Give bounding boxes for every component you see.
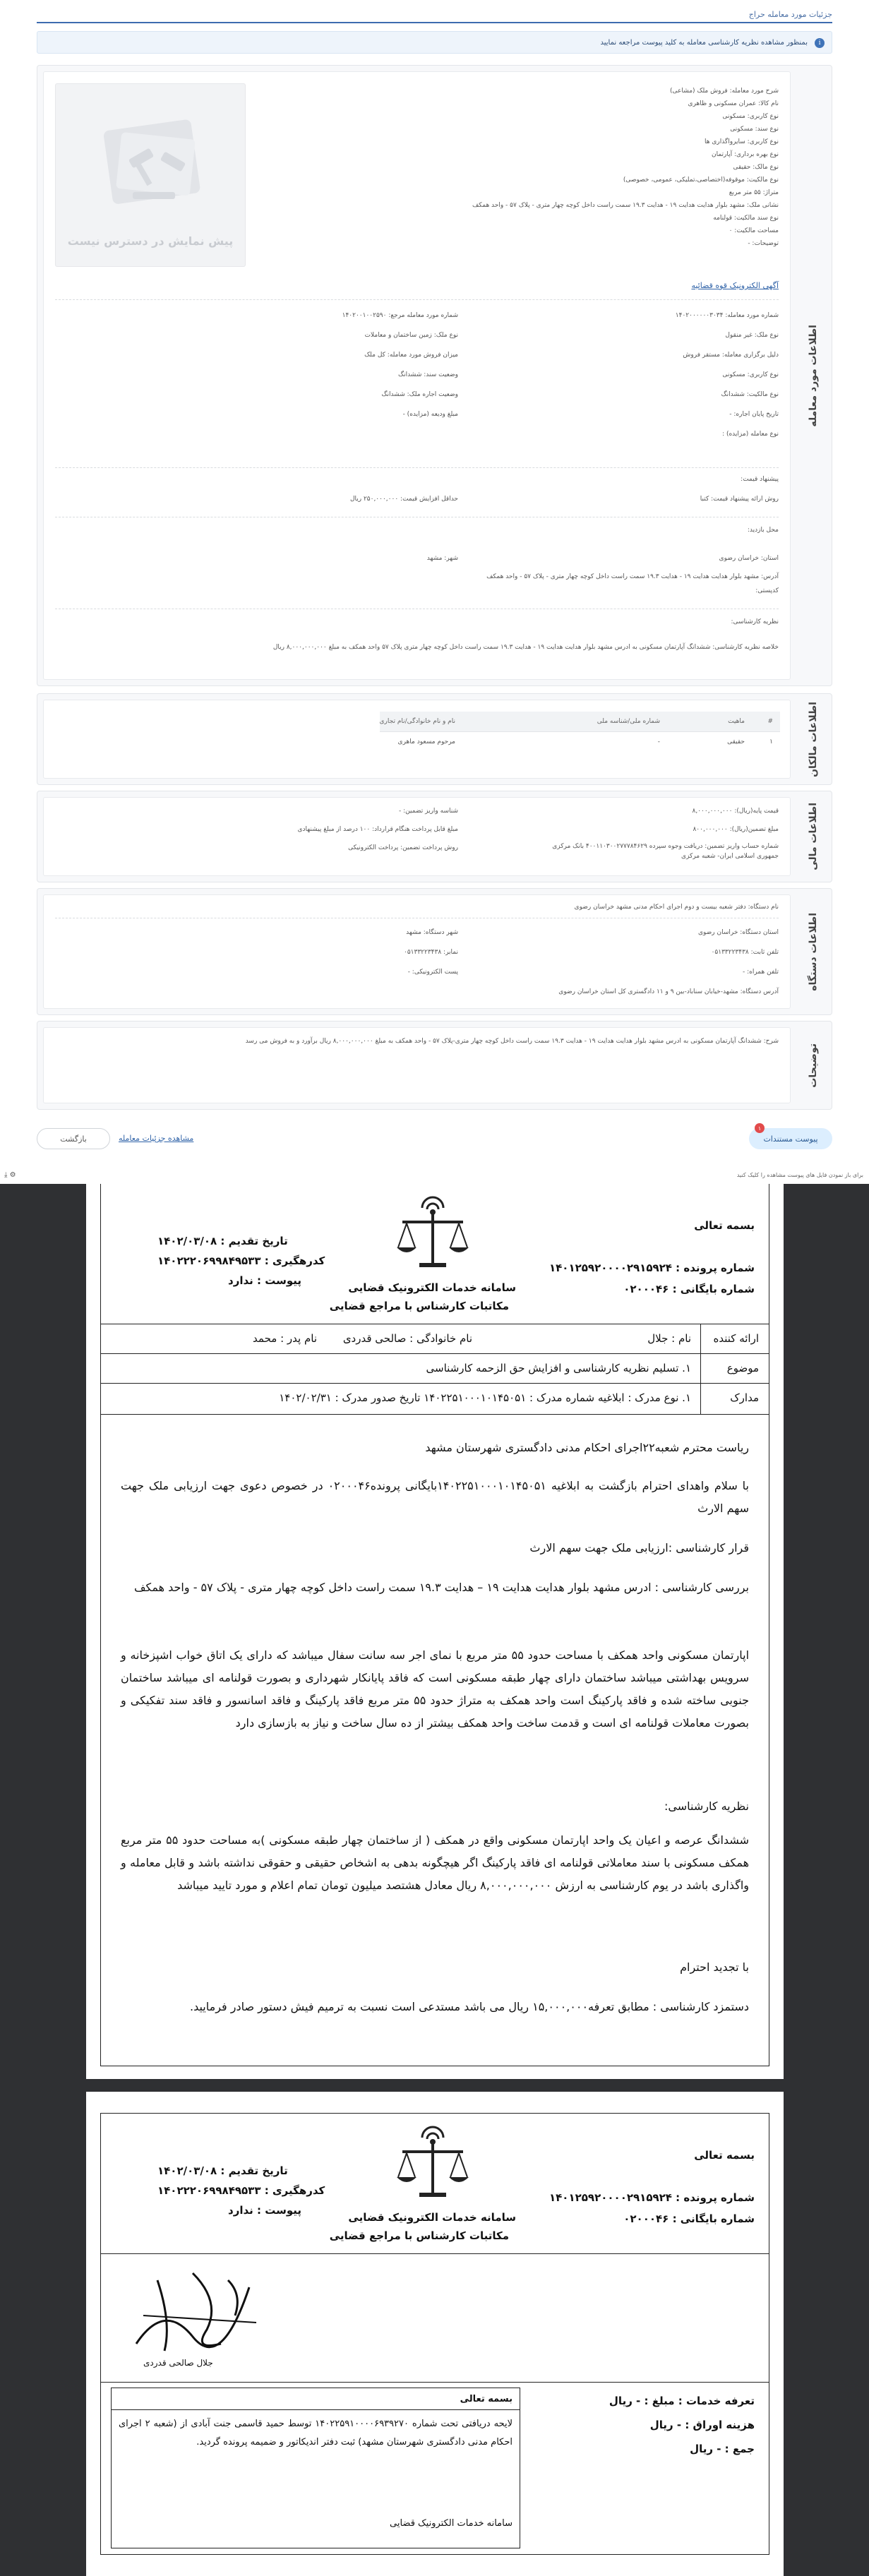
finance-section-label: اطلاعات مالی bbox=[808, 803, 819, 870]
submission-date: تاریخ تقدیم : ۱۴۰۲/۰۳/۰۸ bbox=[157, 2164, 288, 2177]
table-border bbox=[101, 2382, 769, 2383]
office-mobile: تلفن همراه: - bbox=[742, 969, 779, 976]
guarantee-amount: مبلغ تضمین(ریال): ۸۰۰,۰۰۰,۰۰۰ bbox=[693, 826, 779, 833]
owner-index: ۱ bbox=[769, 738, 773, 746]
letter-fee: دستمزد کارشناسی : مطابق تعرفه۱۵,۰۰۰,۰۰۰ ریال می باشد مستدعی است نسبت به ترمیم فیش دستور صادر فرمایید. bbox=[189, 2000, 749, 2013]
attachments-button[interactable] bbox=[749, 1125, 832, 1149]
documents-text: ۱. نوع مدرک : ابلاغیه شماره مدرک : ۱۴۰۲۲۵۱۰۰۰۱۰۱۴۵۰۵۱ تاریخ صدور مدرک : ۱۴۰۲/۰۲/۳۱ bbox=[279, 1391, 691, 1404]
letter-opinion: ششدانگ عرصه و اعیان یک واحد اپارتمان مسکونی واقع در همکف ( از ساختمان چهار طبقه مسکونی )به مساحت حدود ۵۵ متر مربع همکف مسکونی با سند معاملاتی قولنامه ای فاقد پارکینگ اگر هیچگونه بدهی به اشخاص حقیقی و حقوقی نداشته باشد و قابل معامله و واگذاری باشد در یوم کارشناسی به ارزش ۸,۰۰۰,۰۰۰,۰۰۰ ریال معادل هشتصد میلیون تومان تمام اعلام و مورد تایید میباشد bbox=[121, 1833, 750, 1892]
letter-salutation: ریاست محترم شعبه۲۲اجرای احکام مدنی دادگستری شهرستان مشهد bbox=[425, 1441, 749, 1454]
right-field: نوع معامله (مزایده) : bbox=[722, 431, 779, 438]
viewer-tools-icon[interactable]: ⚙ ⤓ bbox=[4, 1171, 16, 1179]
owners-col-type: ماهیت bbox=[667, 712, 752, 731]
letter-order: قرار کارشناسی :ارزیابی ملک جهت سهم الارث bbox=[529, 1541, 749, 1554]
expert-summary: خلاصه نظریه کارشناسی: ششدانگ آپارتمان مسکونی به ادرس مشهد بلوار هدایت هدایت ۱۹ - هدایت ۱۹.۳ سمت راست داخل کوچه چهار متری پلاک ۵۷ واحد همکف به مبلغ ۸,۰۰۰,۰۰۰,۰۰۰ ریال bbox=[272, 644, 779, 651]
attachment-status: پیوست : ندارد bbox=[228, 1274, 302, 1287]
right-field: شماره مورد معامله: ۱۴۰۲۰۰۰۰۰۰۳۰۳۴ bbox=[675, 312, 779, 319]
summary-line: نوع کاربری: سایرواگذاری ها bbox=[704, 138, 779, 145]
tracking-code: کدرهگیری : ۱۴۰۲۲۲۰۶۹۹۸۴۹۵۳۳ bbox=[157, 1254, 325, 1267]
stamp-divider bbox=[112, 2409, 520, 2410]
provider-father: نام پدر : محمد bbox=[253, 1332, 317, 1345]
divider bbox=[55, 299, 779, 300]
province: استان: خراسان رضوی bbox=[719, 555, 779, 562]
attachment-status: پیوست : ندارد bbox=[228, 2204, 302, 2217]
justice-scales-logo bbox=[394, 1192, 472, 1277]
office-title: نام دستگاه: دفتر شعبه بیست و دوم اجرای احکام مدنی مشهد خراسان رضوی bbox=[574, 904, 779, 911]
table-border bbox=[101, 2253, 769, 2254]
provider-name: نام : جلال bbox=[647, 1332, 691, 1345]
basmala: بسمه تعالی bbox=[694, 2149, 755, 2162]
documents-label: مدارک bbox=[730, 1391, 759, 1404]
table-row bbox=[380, 731, 780, 753]
office-province: استان دستگاه: خراسان رضوی bbox=[697, 929, 779, 936]
service-fee: تعرفه خدمات : مبلغ : - ریال bbox=[609, 2395, 755, 2407]
paper-cost: هزینه اوراق : - ریال bbox=[649, 2419, 755, 2431]
city: شهر: مشهد bbox=[426, 555, 458, 562]
left-field: وضعیت سند: ششدانگ bbox=[398, 371, 458, 378]
guarantee-id: شناسه واریز تضمین: - bbox=[399, 808, 458, 815]
case-number: شماره پرونده : ۱۴۰۱۲۵۹۲۰۰۰۰۲۹۱۵۹۲۴ bbox=[549, 1262, 755, 1274]
summary-line: نوع مالکیت: موقوفه(اختصاصی،تملیکی، عمومی، خصوصی) bbox=[623, 176, 779, 184]
table-border bbox=[101, 1414, 769, 1415]
owners-col-national-id: شماره ملی/شناسه ملی bbox=[462, 712, 667, 731]
divider bbox=[55, 467, 779, 468]
system-subtitle: مکاتبات کارشناس با مراجع قضایی bbox=[329, 2229, 509, 2242]
document-viewer[interactable] bbox=[0, 1184, 869, 2576]
description-text: شرح: ششدانگ آپارتمان مسکونی به ادرس مشهد بلوار هدایت هدایت ۱۹ - هدایت ۱۹.۳ سمت راست داخل کوچه چهار متری-پلاک ۵۷ - واحد همکف به مبلغ ۸,۰۰۰,۰۰۰,۰۰۰ ریال برآورد و به فروش می رسد bbox=[245, 1038, 779, 1045]
property-section-label: اطلاعات مورد معامله bbox=[808, 324, 819, 427]
stamp-footer: سامانه خدمات الکترونیک قضایی bbox=[390, 2518, 513, 2529]
office-section bbox=[37, 888, 832, 1015]
letter-closing: با تجدید احترام bbox=[680, 1960, 749, 1974]
stamp-text: لایحه دریافتی تحت شماره ۱۴۰۲۲۵۹۱۰۰۰۰۶۹۳۹۲۷۰ توسط حمید قاسمی جنت آبادی از (شعبه ۲ اجرای احکام مدنی دادگستری شهرستان مشهد) ثبت دفتر اندیکاتور و ضمیمه پرونده گردید. bbox=[119, 2419, 513, 2448]
right-field: تاریخ پایان اجاره: - bbox=[729, 411, 779, 418]
letter-intro: با سلام واهدای احترام بازگشت به ابلاغیه ۱۴۰۲۲۵۱۰۰۰۱۰۱۴۵۰۵۱بایگانی پرونده۰۲۰۰۰۴۶ در خصوص دعوی جهت ارزیابی ملک جهت سهم الارث bbox=[121, 1479, 750, 1515]
signature-image bbox=[122, 2259, 263, 2358]
archive-number: شماره بایگانی : ۰۲۰۰۰۴۶ bbox=[623, 1283, 755, 1295]
summary-line: نوع مالک: حقیقی bbox=[733, 164, 779, 171]
summary-line: نوع سند مالکیت: قولنامه bbox=[713, 215, 779, 222]
right-field: دلیل برگزاری معامله: مستقر فروش bbox=[683, 352, 779, 359]
owner-national-id: - bbox=[657, 738, 660, 746]
summary-line: نوع کاربری: مسکونی bbox=[722, 113, 779, 120]
summary-line: توضیحات: - bbox=[748, 240, 779, 247]
attachments-label: پیوست مستندات bbox=[763, 1134, 818, 1144]
total-cost: جمع : - ریال bbox=[690, 2443, 755, 2455]
address: آدرس: مشهد بلوار هدایت هدایت ۱۹ - هدایت ۱۹.۳ سمت راست داخل کوچه چهار متری - پلاک ۵۷ - واحد همکف bbox=[486, 573, 779, 580]
summary-line: نشانی ملک: مشهد بلوار هدایت هدایت ۱۹ - هدایت ۱۹.۳ سمت راست داخل کوچه چهار متری - پلاک ۵۷ - واحد همکف bbox=[472, 202, 779, 209]
letter-review: بررسی کارشناسی : ادرس مشهد بلوار هدایت هدایت ۱۹ – هدایت ۱۹.۳ سمت راست داخل کوچه چهار متری - پلاک ۵۷ - واحد همکف bbox=[133, 1581, 749, 1594]
office-email: پست الکترونیکی: - bbox=[407, 969, 458, 976]
location-label: محل بازدید: bbox=[747, 527, 779, 534]
left-field: میزان فروش مورد معامله: کل ملک bbox=[364, 352, 458, 359]
left-field: وضعیت اجاره ملک: ششدانگ bbox=[381, 391, 458, 398]
case-number: شماره پرونده : ۱۴۰۱۲۵۹۲۰۰۰۰۲۹۱۵۹۲۴ bbox=[549, 2191, 755, 2204]
submission-date: تاریخ تقدیم : ۱۴۰۲/۰۳/۰۸ bbox=[157, 1235, 288, 1247]
office-section-label: اطلاعات دستگاه bbox=[808, 912, 819, 991]
guarantee-account: شماره حساب واریز تضمین: دریافت وجوه سپرده ۴۰۰۱۱۰۳۰۰۲۷۷۷۸۴۶۲۹ بانک مرکزی جمهوری اسلامی ایران- شعبه مرکزی bbox=[552, 843, 779, 860]
letter-opinion-label: نظریه کارشناسی: bbox=[664, 1799, 749, 1813]
summary-line: نوع بهره برداری: آپارتمان bbox=[712, 151, 779, 158]
owners-body bbox=[43, 700, 791, 779]
postal-code: کدپستی: bbox=[755, 587, 779, 594]
owners-col-name: نام و نام خانوادگی/نام تجاری bbox=[380, 712, 462, 731]
finance-section bbox=[37, 791, 832, 882]
owner-name: مرحوم مسعود ماهری bbox=[397, 738, 455, 746]
payment-method: روش پرداخت تضمین: پرداخت الکترونیکی bbox=[348, 844, 458, 851]
title-underline bbox=[37, 22, 832, 23]
back-button[interactable]: بازگشت bbox=[37, 1128, 110, 1149]
min-increase: حداقل افزایش قیمت: ۲۵۰,۰۰۰,۰۰۰ ریال bbox=[349, 496, 458, 503]
left-field: نوع ملک: زمین ساختمان و معاملات bbox=[364, 332, 458, 339]
table-divider bbox=[700, 1324, 701, 1414]
image-placeholder-text: پیش نمایش در دسترس نیست bbox=[67, 234, 234, 248]
provider-label: ارائه کننده bbox=[713, 1332, 759, 1345]
left-field: مبلغ ودیعه (مزایده) - bbox=[402, 411, 458, 418]
letter-frame bbox=[100, 1184, 769, 2066]
owner-type: حقیقی bbox=[727, 738, 745, 746]
receipt-stamp bbox=[111, 2388, 520, 2548]
left-field: شماره مورد معامله مرجع: ۱۴۰۲۰۰۱۰۰۲۵۹۰ bbox=[342, 312, 458, 319]
notice-text: بمنظور مشاهده نظریه کارشناسی معامله به کلید پیوست مراجعه نمایید bbox=[600, 38, 808, 47]
property-section bbox=[37, 65, 832, 686]
subject-text: ۱. تسلیم نظریه کارشناسی و افزایش حق الزحمه کارشناسی bbox=[426, 1362, 691, 1374]
description-section-label: توضیحات bbox=[808, 1043, 819, 1088]
detail-page bbox=[0, 0, 869, 1175]
document-page-1 bbox=[86, 1184, 784, 2079]
signer-name: جلال صالحی قدردی bbox=[143, 2358, 213, 2368]
offer-method: روش ارائه پیشنهاد قیمت: کتبا bbox=[700, 496, 779, 503]
owners-section bbox=[37, 693, 832, 785]
summary-line: نوع سند: مسکونی bbox=[730, 126, 779, 133]
image-placeholder bbox=[55, 83, 246, 267]
system-subtitle: مکاتبات کارشناس با مراجع قضایی bbox=[329, 1300, 509, 1312]
viewer-toolbar bbox=[0, 1168, 869, 1184]
summary-line: مساحت مالکیت: ۰ bbox=[729, 227, 779, 234]
base-price: قیمت پایه(ریال): ۸,۰۰۰,۰۰۰,۰۰۰ bbox=[692, 808, 779, 815]
viewer-caption: برای باز نمودن فایل های پیوست مشاهده را کلیک کنید bbox=[736, 1172, 863, 1178]
attachment-notice bbox=[37, 31, 832, 54]
info-icon: i bbox=[815, 38, 825, 48]
right-field: نوع کاربری: مسکونی bbox=[722, 371, 779, 378]
property-body bbox=[43, 71, 791, 680]
stamp-title: بسمه تعالی bbox=[460, 2394, 513, 2404]
office-phone: تلفن ثابت: ۰۵۱۳۳۲۲۳۴۳۸ bbox=[711, 949, 779, 956]
page-title: جزئیات مورد معامله حراج bbox=[748, 10, 832, 19]
table-border bbox=[101, 1353, 769, 1354]
view-details-link[interactable]: مشاهده جزئیات معامله bbox=[119, 1134, 194, 1143]
summary-line: شرح مورد معامله: فروش ملک (مشاعی) bbox=[670, 88, 779, 95]
owners-col-index: # bbox=[752, 712, 780, 731]
finance-body bbox=[43, 797, 791, 876]
letter-frame bbox=[100, 2113, 769, 2555]
office-address: آدرس دستگاه: مشهد-خیابان سناباد-بین ۹ و ۱۱ دادگستری کل استان خراسان رضوی bbox=[558, 988, 779, 995]
offer-label: پیشنهاد قیمت: bbox=[741, 476, 779, 483]
attachments-count-badge: ۱ bbox=[755, 1123, 765, 1133]
system-name: سامانه خدمات الکترونیک قضایی bbox=[348, 2211, 516, 2224]
provider-family: نام خانوادگی : صالحی قدردی bbox=[342, 1332, 472, 1345]
document-page-2 bbox=[86, 2092, 784, 2576]
expert-label: نظریه کارشناسی: bbox=[731, 618, 779, 625]
office-fax: نمابر: ۰۵۱۳۳۲۲۳۴۳۸ bbox=[403, 949, 458, 956]
office-body bbox=[43, 894, 791, 1009]
description-body bbox=[43, 1027, 791, 1103]
owners-table bbox=[380, 712, 780, 753]
right-field: نوع ملک: غیر منقول bbox=[725, 332, 779, 339]
system-name: سامانه خدمات الکترونیک قضایی bbox=[348, 1281, 516, 1294]
basmala: بسمه تعالی bbox=[694, 1219, 755, 1232]
description-section bbox=[37, 1021, 832, 1110]
gavel-placeholder-icon bbox=[90, 114, 210, 220]
electronic-ad-link[interactable]: آگهی الکترونیک قوه قضائیه bbox=[691, 281, 779, 290]
letter-description: اپارتمان مسکونی واحد همکف با مساحت حدود ۵۵ متر مربع با نمای اجر سه سانت سفال میباشد که دارای یک اتاق خواب اشپزخانه و سرویس بهداشتی میباشد ساختمان دارای چهار طبقه مسکونی است که فاقد پایانکار شهرداری و بصورت قولنامه ای میباشد ساختمان جنوبی ساخته شده و فاقد پارکینگ است واحد همکف به متراژ حدود ۵۵ متر مربع فاقد پارکینگ و فاقد اسانسور و فاقد سند تفکیکی و بصورت معاملات قولنامه ای است و قدمت ساخت واحد همکف بیشتر از ده سال ساخت و نیاز به بازسازی دارد bbox=[121, 1648, 750, 1730]
right-field: نوع مالکیت: ششدانگ bbox=[721, 391, 779, 398]
owners-section-label: اطلاعات مالکان bbox=[808, 701, 819, 777]
office-city: شهر دستگاه: مشهد bbox=[406, 929, 458, 936]
payable-amount: مبلغ قابل پرداخت هنگام قرارداد: ۱۰۰ درصد از مبلغ پیشنهادی bbox=[297, 826, 458, 833]
tracking-code: کدرهگیری : ۱۴۰۲۲۲۰۶۹۹۸۴۹۵۳۳ bbox=[157, 2184, 325, 2197]
archive-number: شماره بایگانی : ۰۲۰۰۰۴۶ bbox=[623, 2212, 755, 2225]
subject-label: موضوع bbox=[726, 1362, 759, 1374]
summary-line: نام کالا: عمران مسکونی و ظاهری bbox=[688, 100, 779, 107]
table-border bbox=[101, 1383, 769, 1384]
summary-line: متراژ: ۵۵ متر مربع bbox=[729, 189, 779, 196]
justice-scales-logo bbox=[394, 2122, 472, 2207]
